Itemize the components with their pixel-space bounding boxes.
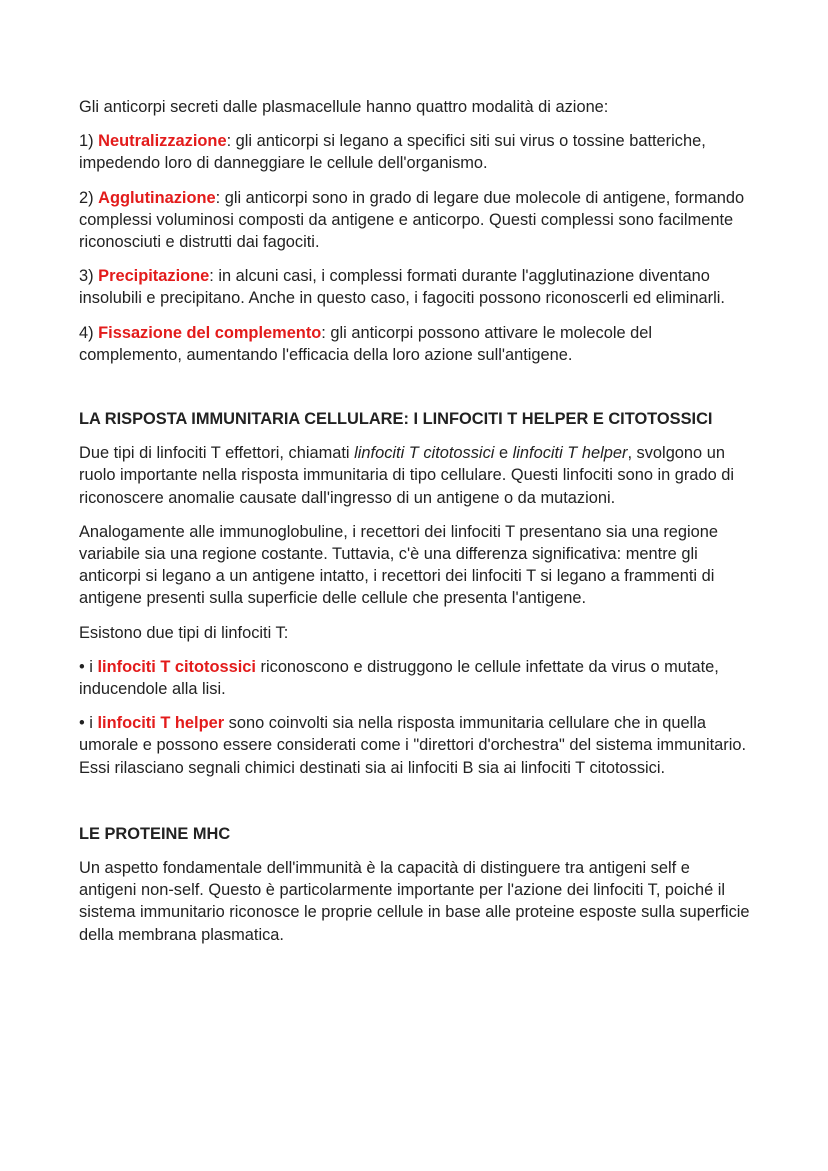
paragraph-mhc: Un aspetto fondamentale dell'immunità è la capacità di distinguere tra antigeni self e antigeni non-self. Questo è particolarmente importante per l'azione dei linfociti T, poiché il sistema immunitario riconosce le proprie cellule in base alle proteine esposte sulla superficie della membrana plasmatica. [79, 859, 750, 944]
section-heading-cellular-response: LA RISPOSTA IMMUNITARIA CELLULARE: I LINFOCITI T HELPER E CITOTOSSICI [79, 410, 713, 429]
mode-term: Fissazione del complemento [98, 323, 322, 342]
section-heading-mhc: LE PROTEINE MHC [79, 824, 231, 843]
mode-item-1 [79, 130, 750, 174]
intro-paragraph: Gli anticorpi secreti dalle plasmacellule hanno quattro modalità di azione: [79, 98, 609, 116]
bullet-prefix: • i [79, 714, 98, 733]
text-run: e [494, 444, 513, 463]
mode-term: Neutralizzazione [98, 132, 227, 151]
bullet-text: riconoscono e distruggono le cellule infettate da virus o mutate, inducendole alla lisi. [79, 657, 719, 699]
section-spacer [79, 791, 750, 823]
bullet-text: sono coinvolti sia nella risposta immunitaria cellulare che in quella umorale e possono essere considerati come i "direttori d'orchestra" del sistema immunitario. Essi rilasciano segnali chimici destinati sia ai linfociti B sia ai linfociti T citotossici. [79, 714, 747, 777]
italic-term: linfociti T helper [512, 444, 628, 463]
text-run: , svolgono un ruolo importante nella risposta immunitaria di tipo cellulare. Questi linfociti sono in grado di riconoscere anomalie causate dall'ingresso di un antigene o da mutazioni. [79, 444, 735, 507]
italic-term: linfociti T citotossici [354, 444, 495, 463]
mode-term: Agglutinazione [98, 188, 216, 207]
section-spacer [79, 378, 750, 408]
paragraph-effector-t-cells [79, 442, 750, 509]
bullet-prefix: • i [79, 657, 98, 676]
mode-item-3 [79, 265, 750, 309]
paragraph-t-cell-types: Esistono due tipi di linfociti T: [79, 623, 289, 642]
mode-text: : in alcuni casi, i complessi formati durante l'agglutinazione diventano insolubili e precipitano. Anche in questo caso, i fagociti possono riconoscerli ed eliminarli. [79, 267, 725, 308]
mode-term: Precipitazione [98, 267, 210, 286]
mode-number: 4) [79, 323, 99, 342]
mode-number: 3) [79, 267, 99, 286]
mode-text: : gli anticorpi si legano a specifici siti sui virus o tossine batteriche, impedendo loro di danneggiare le cellule dell'organismo. [79, 132, 706, 173]
text-run: Due tipi di linfociti T effettori, chiamati [79, 444, 355, 463]
bullet-item-cytotoxic [79, 656, 750, 700]
paragraph-t-cell-receptors: Analogamente alle immunoglobuline, i recettori dei linfociti T presentano sia una regione variabile sia una regione costante. Tuttavia, c'è una differenza significativa: mentre gli anticorpi si legano a un antigene intatto, i recettori dei linfociti T si legano a frammenti di antigene presenti sulla superficie delle cellule che presenta l'antigene. [79, 522, 719, 608]
bullet-item-helper [79, 712, 750, 779]
mode-item-4 [79, 322, 750, 366]
bullet-term: linfociti T citotossici [97, 657, 256, 676]
mode-text: : gli anticorpi possono attivare le molecole del complemento, aumentando l'efficacia della loro azione sull'antigene. [79, 323, 653, 364]
mode-number: 1) [79, 132, 99, 151]
mode-text: : gli anticorpi sono in grado di legare due molecole di antigene, formando complessi voluminosi composti da antigene e anticorpo. Questi complessi sono facilmente riconosciuti e distrutti dai fagociti. [79, 188, 745, 252]
mode-number: 2) [79, 188, 99, 207]
mode-item-2 [79, 187, 750, 254]
bullet-term: linfociti T helper [97, 714, 225, 733]
